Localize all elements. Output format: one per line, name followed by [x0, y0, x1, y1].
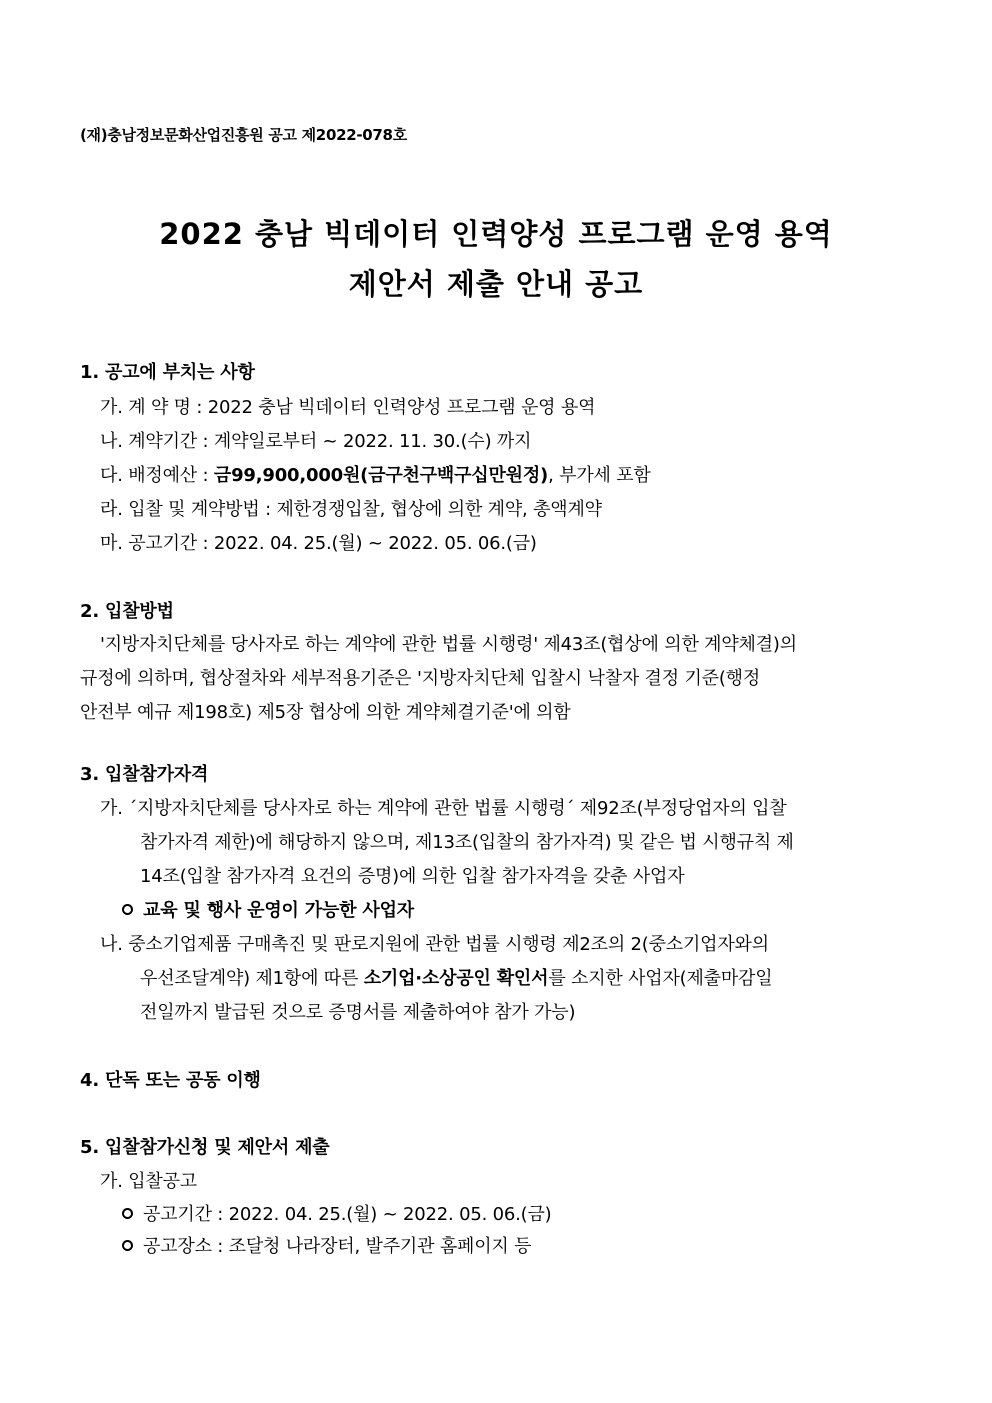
item-bid-method: 라. 입찰 및 계약방법 : 제한경쟁입찰, 협상에 의한 계약, 총액계약: [100, 499, 602, 520]
item-budget-label: 다. 배정예산 :: [100, 465, 214, 486]
section-1-heading: 1. 공고에 부치는 사항: [80, 362, 255, 383]
hollow-circle-bullet-icon: [122, 1208, 133, 1219]
section-2-line-1: '지방자치단체를 당사자로 하는 계약에 관한 법률 시행령' 제43조(협상에 의한 계약체결)의: [100, 634, 797, 655]
section-3-item-a-line-3: 14조(입찰 참가자격 요건의 증명)에 의한 입찰 참가자격을 갖춘 사업자: [140, 866, 685, 887]
section-3-item-b-line-1: 나. 중소기업제품 구매촉진 및 판로지원에 관한 법률 시행령 제2조의 2(중소기업자와의: [100, 934, 769, 955]
item-budget: [100, 461, 651, 487]
section-5-bullet-1: [122, 1200, 552, 1226]
section-4-heading: 4. 단독 또는 공동 이행: [80, 1070, 261, 1091]
item-notice-period: 마. 공고기간 : 2022. 04. 25.(월) ~ 2022. 05. 06.(금): [100, 533, 537, 554]
section-2-line-2: 규정에 의하며, 협상절차와 세부적용기준은 '지방자치단체 입찰시 낙찰자 결정 기준(행정: [80, 668, 761, 689]
section-2-line-3: 안전부 예규 제198호) 제5장 협상에 의한 계약체결기준'에 의함: [80, 702, 571, 723]
section-5-bullet-1-text: 공고기간 : 2022. 04. 25.(월) ~ 2022. 05. 06.(금): [143, 1204, 552, 1225]
item-b-line-2-pre: 우선조달계약) 제1항에 따른: [140, 968, 364, 989]
budget-suffix: , 부가세 포함: [548, 465, 651, 486]
section-5-sub-a: 가. 입찰공고: [100, 1171, 197, 1192]
section-5-bullet-2-text: 공고장소 : 조달청 나라장터, 발주기관 홈페이지 등: [143, 1236, 532, 1257]
section-3-item-a-line-2: 참가자격 제한)에 해당하지 않으며, 제13조(입찰의 참가자격) 및 같은 법 시행규칙 제: [140, 832, 794, 853]
section-3-bullet: [122, 896, 414, 922]
section-3-item-b-line-3: 전일까지 발급된 것으로 증명서를 제출하여야 참가 가능): [140, 1002, 576, 1023]
item-contract-name: 가. 계 약 명 : 2022 충남 빅데이터 인력양성 프로그램 운영 용역: [100, 397, 596, 418]
section-3-bullet-text: 교육 및 행사 운영이 가능한 사업자: [143, 900, 414, 921]
title-line-1: 2022 충남 빅데이터 인력양성 프로그램 운영 용역: [159, 217, 833, 251]
title-line-2: 제안서 제출 안내 공고: [348, 267, 644, 301]
section-5-heading: 5. 입찰참가신청 및 제안서 제출: [80, 1137, 330, 1158]
item-b-line-2-bold: 소기업·소상공인 확인서: [363, 968, 549, 989]
budget-amount: 금99,900,000원(금구천구백구십만원정): [213, 465, 549, 486]
hollow-circle-bullet-icon: [122, 904, 133, 915]
section-5-bullet-2: [122, 1232, 531, 1258]
section-3-heading: 3. 입찰참가자격: [80, 764, 209, 785]
notice-number: (재)충남정보문화산업진흥원 공고 제2022-078호: [80, 126, 407, 144]
item-b-line-2-post: 를 소지한 사업자(제출마감일: [548, 968, 773, 989]
section-3-item-a-line-1: 가. ´지방자치단체를 당사자로 하는 계약에 관한 법률 시행령´ 제92조(부정당업자의 입찰: [100, 798, 787, 819]
hollow-circle-bullet-icon: [122, 1240, 133, 1251]
section-2-heading: 2. 입찰방법: [80, 601, 174, 622]
item-contract-period: 나. 계약기간 : 계약일로부터 ~ 2022. 11. 30.(수) 까지: [100, 431, 532, 452]
section-3-item-b-line-2: [140, 964, 772, 990]
